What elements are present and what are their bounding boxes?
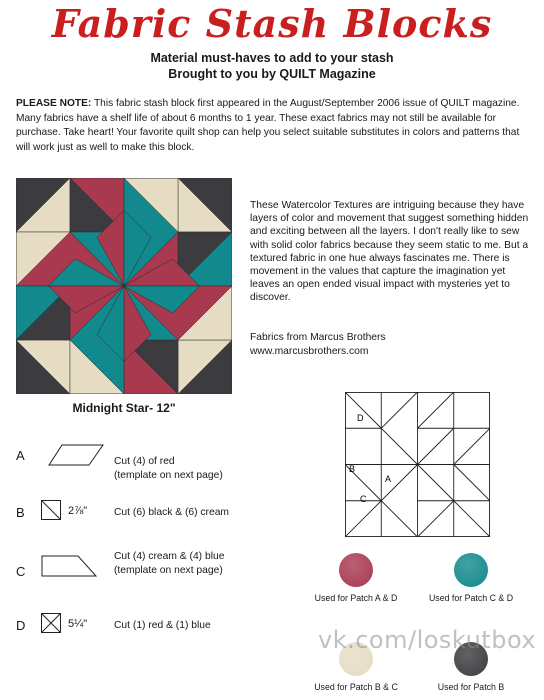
diagram-label-c: C <box>360 494 367 504</box>
patch-cut-b-line1: Cut (6) black & (6) cream <box>114 507 230 518</box>
block-caption: Midnight Star- 12" <box>72 401 176 415</box>
fabric-source-name: Fabrics from Marcus Brothers <box>250 332 386 343</box>
swatch-teal-circle <box>454 553 488 587</box>
parallelogram-icon <box>48 444 104 466</box>
patch-cut-c-line1: Cut (4) cream & (4) blue <box>114 551 225 562</box>
please-note-label: PLEASE NOTE: <box>16 98 92 109</box>
patch-cut-a-line1: Cut (4) of red <box>114 456 175 467</box>
patch-letter-b: B <box>16 505 25 520</box>
diagram-label-d: D <box>357 413 364 423</box>
patch-letter-a: A <box>16 448 25 463</box>
swatch-black-label: Used for Patch B <box>437 682 505 692</box>
diagram-label-a: A <box>385 474 392 484</box>
trapezoid-icon <box>41 555 97 577</box>
fabric-description: These Watercolor Textures are intriguing because they have layers of color and movement that suggest something hidden and exciting between all the layers. I don't really like to sew with solid color fabrics because they seem static to me. But a textured fabric in one hue always fascinates me. There is movement in the values that capture the imagination yet leaves an open ended visual impact with mysteries yet to discover. <box>250 200 529 304</box>
fabric-source-url: www.marcusbrothers.com <box>250 345 369 357</box>
patch-cut-b <box>114 506 274 520</box>
swatch-teal-label: Used for Patch C & D <box>428 593 514 603</box>
quarter-square-triangle-icon <box>41 613 61 633</box>
swatch-red-label: Used for Patch A & D <box>314 593 398 603</box>
patch-size-d: 5¼" <box>68 618 88 630</box>
patch-cut-c <box>114 550 274 577</box>
please-note-text: This fabric stash block first appeared in the August/September 2006 issue of QUILT magazine. Many fabrics have a shelf life of about 6 months to 1 year. These exact fabrics may not still be available for purchase. Take heart! Your favorite quilt shop can help you select suitable substitutes in colors and patterns that will work just as well to make this block. <box>16 98 520 153</box>
patch-cut-c-line2: (template on next page) <box>114 564 223 576</box>
diagram-lines <box>345 392 490 537</box>
watermark: vk.com/loskutbox <box>318 626 537 654</box>
patch-cut-d <box>114 619 274 633</box>
swatch-red-circle <box>339 553 373 587</box>
patch-cut-a <box>114 455 274 482</box>
patch-letter-c: C <box>16 564 26 579</box>
block-patches <box>16 178 232 394</box>
block-line-diagram <box>345 392 490 537</box>
swatch-cream-label: Used for Patch B & C <box>314 682 398 692</box>
diagram-label-b: B <box>349 464 356 474</box>
swatch-teal <box>421 553 521 603</box>
patch-letter-d: D <box>16 618 26 633</box>
please-note-paragraph <box>16 97 528 155</box>
fabric-source <box>250 331 534 358</box>
subtitle-line-2: Brought to you by QUILT Magazine <box>168 67 376 81</box>
half-square-triangle-icon <box>41 500 61 520</box>
patch-cut-d-line1: Cut (1) red & (1) blue <box>114 620 211 631</box>
midnight-star-block-image <box>16 178 232 394</box>
patch-size-b: 2⅞" <box>68 505 88 517</box>
patch-cut-a-line2: (template on next page) <box>114 469 223 481</box>
swatch-red <box>306 553 406 603</box>
subtitle-line-1: Material must-haves to add to your stash <box>150 51 394 65</box>
page-title: Fabric Stash Blocks <box>51 1 493 46</box>
